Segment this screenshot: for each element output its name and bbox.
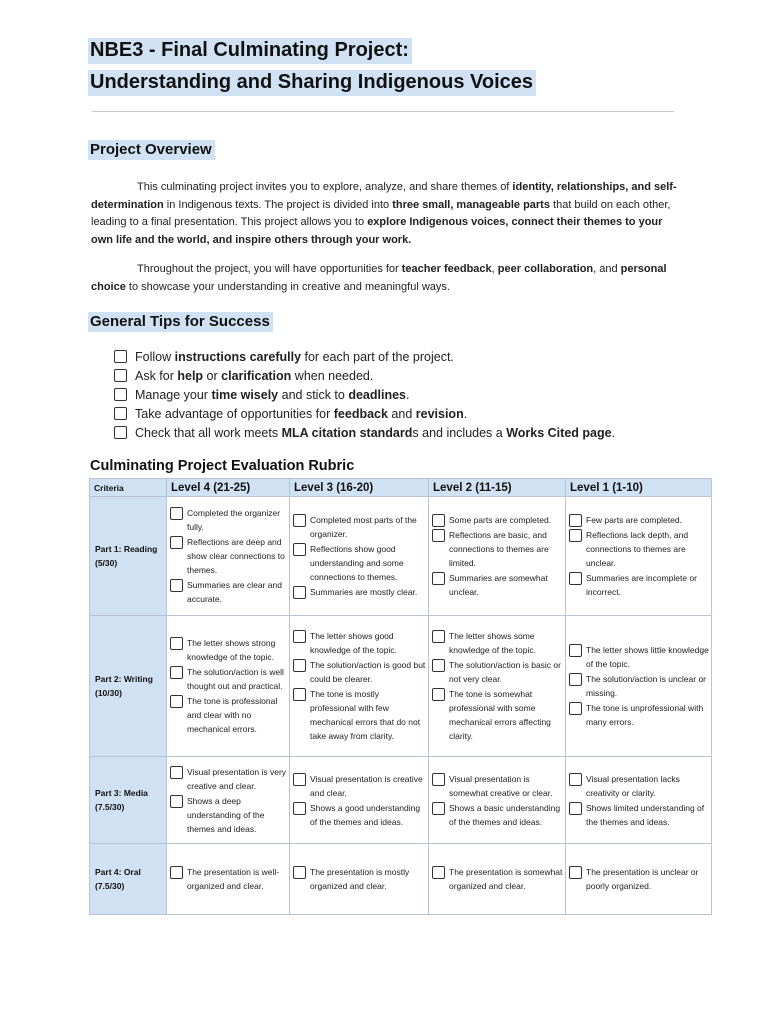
bold-text: MLA citation standard [281, 426, 413, 440]
tip-item [114, 405, 615, 424]
text: . [406, 388, 410, 402]
rubric-check-item [432, 865, 563, 893]
checkbox[interactable] [432, 529, 445, 542]
text: Follow [135, 350, 175, 364]
rubric-cell [566, 616, 712, 757]
rubric-check-item [569, 528, 709, 570]
text: when needed. [291, 369, 374, 383]
rubric-item-text: Few parts are completed. [586, 515, 682, 525]
checkbox[interactable] [293, 543, 306, 556]
rubric-item-text: Summaries are mostly clear. [310, 587, 418, 597]
checkbox[interactable] [293, 802, 306, 815]
bold-text: time wisely [211, 388, 279, 402]
rubric-cell [566, 844, 712, 915]
checkbox[interactable] [170, 637, 183, 650]
criteria-label: (7.5/30) [95, 802, 125, 812]
page-title-line-2: Understanding and Sharing Indigenous Voices [88, 70, 536, 96]
rubric-cell [290, 616, 429, 757]
rubric-check-item [293, 658, 426, 686]
tip-item [114, 424, 615, 443]
bold-text: Works Cited page [506, 426, 612, 440]
rubric-item-text: Completed most parts of the organizer. [310, 515, 417, 539]
checkbox[interactable] [432, 688, 445, 701]
rubric-item-text: The tone is mostly professional with few mechanical errors that do not take away from clarity. [310, 689, 421, 741]
rubric-row [90, 616, 712, 757]
checkbox[interactable] [170, 766, 183, 779]
checkbox[interactable] [114, 350, 127, 363]
rubric-check-item [293, 629, 426, 657]
bold-text: three small, manageable parts [392, 198, 550, 211]
bold-text: explore Indigenous voices, connect their themes to your own life and the world, and inspire others through your work. [91, 216, 663, 246]
page-title-line-1: NBE3 - Final Culminating Project: [88, 38, 412, 64]
rubric-title: Culminating Project Evaluation Rubric [90, 458, 355, 474]
text: Ask for [135, 369, 178, 383]
text: . [463, 407, 468, 421]
rubric-check-item [569, 701, 709, 729]
rubric-item-text: Summaries are clear and accurate. [187, 580, 282, 604]
checkbox[interactable] [569, 529, 582, 542]
criteria-cell [90, 497, 167, 616]
rubric-check-item [170, 665, 287, 693]
rubric-item-text: The presentation is well-organized and clear. [187, 867, 280, 891]
rubric-check-item [170, 865, 287, 893]
checkbox[interactable] [114, 369, 127, 382]
rubric-item-text: Reflections are deep and show clear connections to themes. [187, 537, 285, 575]
rubric-item-text: Summaries are somewhat unclear. [449, 573, 548, 597]
rubric-item-text: Completed the organizer fully. [187, 508, 281, 532]
bold-text: clarification [221, 369, 292, 383]
text: . [611, 426, 616, 440]
rubric-check-item [432, 658, 563, 686]
rubric-item-text: Visual presentation is very creative and clear. [187, 766, 287, 791]
rubric-check-item [293, 865, 426, 893]
rubric-check-item [170, 578, 287, 606]
checkbox[interactable] [569, 673, 582, 686]
text: or [203, 369, 222, 383]
text: , [491, 263, 498, 275]
text: Manage your [135, 388, 212, 402]
rubric-check-item [170, 506, 287, 534]
rubric-check-item [569, 571, 709, 599]
rubric-cell [429, 844, 566, 915]
rubric-check-item [432, 528, 563, 570]
rubric-cell [429, 497, 566, 616]
text: This culminating project invites you to explore, analyze, and share themes of [137, 181, 513, 193]
rubric-row [90, 757, 712, 844]
text: Check that all work meets [135, 426, 282, 440]
checkbox[interactable] [432, 773, 445, 786]
rubric-check-item [170, 694, 287, 736]
rubric-item-text: The solution/action is basic or not very clear. [449, 660, 561, 684]
bold-text: revision [415, 407, 464, 421]
criteria-label: Part 1: Reading [95, 544, 158, 554]
rubric-check-item [432, 629, 563, 657]
rubric-check-item [569, 513, 709, 527]
rubric-cell [167, 757, 290, 844]
rubric-item-text: The presentation is somewhat organized and clear. [449, 867, 563, 891]
checkbox[interactable] [170, 695, 183, 708]
criteria-label: Part 3: Media [95, 788, 148, 798]
text: and [387, 407, 416, 421]
rubric-item-text: Reflections lack depth, and connections to themes are unclear. [586, 530, 689, 568]
rubric-item-text: Shows a basic understanding of the themes and ideas. [449, 802, 561, 827]
checkbox[interactable] [170, 866, 183, 879]
rubric-cell [290, 844, 429, 915]
bold-text: deadlines [348, 388, 406, 402]
checkbox[interactable] [569, 644, 582, 657]
checkbox[interactable] [170, 666, 183, 679]
rubric-header-row [90, 479, 712, 497]
rubric-item-text: The presentation is unclear or poorly organized. [586, 867, 699, 891]
text: that build on each other, leading to a final presentation. This project allows you to [91, 198, 671, 228]
rubric-item-text: Shows a deep understanding of the themes and ideas. [187, 795, 265, 834]
criteria-label: Part 2: Writing [95, 674, 153, 684]
checkbox[interactable] [432, 659, 445, 672]
rubric-check-item [293, 585, 426, 599]
header-level-3: Level 3 (16-20) [290, 479, 429, 497]
bold-text: help [177, 369, 204, 383]
rubric-item-text: Visual presentation is creative and clear. [310, 773, 423, 798]
rubric-check-item [170, 535, 287, 577]
tips-heading: General Tips for Success [88, 312, 273, 332]
rubric-item-text: Visual presentation is somewhat creative or clear. [449, 773, 553, 798]
rubric-cell [290, 497, 429, 616]
header-level-1: Level 1 (1-10) [566, 479, 712, 497]
bold-text: teacher feedback [401, 263, 492, 275]
rubric-item-text: Visual presentation lacks creativity or clarity. [586, 773, 680, 798]
checkbox[interactable] [569, 702, 582, 715]
text: to showcase your understanding in creative and meaningful ways. [125, 280, 450, 293]
checkbox[interactable] [569, 572, 582, 585]
bold-text: feedback [333, 407, 388, 421]
checkbox[interactable] [293, 514, 306, 527]
criteria-cell [90, 616, 167, 757]
text: for each part of the project. [301, 350, 454, 364]
rubric-cell [167, 616, 290, 757]
rubric-item-text: The letter shows little knowledge of the topic. [586, 645, 709, 669]
checkbox[interactable] [170, 507, 183, 520]
rubric-item-text: The letter shows strong knowledge of the topic. [187, 638, 276, 662]
rubric-item-text: The letter shows some knowledge of the topic. [449, 631, 536, 655]
header-criteria: Criteria [90, 479, 167, 497]
checkbox[interactable] [293, 630, 306, 643]
checkbox[interactable] [569, 866, 582, 879]
overview-paragraph-2 [91, 261, 681, 296]
rubric-check-item [170, 636, 287, 664]
checkbox[interactable] [170, 536, 183, 549]
checkbox[interactable] [293, 586, 306, 599]
bold-text: identity, relationships, and self-determination [91, 181, 677, 211]
rubric-cell [566, 497, 712, 616]
rubric-check-item [170, 794, 287, 836]
rubric-check-item [432, 687, 563, 743]
checkbox[interactable] [170, 795, 183, 808]
rubric-item-text: Shows a good understanding of the themes and ideas. [310, 802, 421, 827]
checkbox[interactable] [170, 579, 183, 592]
rubric-check-item [170, 765, 287, 793]
rubric-row [90, 844, 712, 915]
checkbox[interactable] [293, 688, 306, 701]
text: , and [593, 263, 621, 275]
checkbox[interactable] [114, 388, 127, 401]
rubric-item-text: The solution/action is unclear or missing. [586, 674, 707, 698]
rubric-check-item [569, 801, 709, 829]
text: Take advantage of opportunities for [135, 407, 334, 421]
tips-checklist [114, 348, 615, 443]
criteria-label: (7.5/30) [95, 881, 125, 891]
overview-paragraph-1 [91, 179, 681, 249]
rubric-check-item [293, 801, 426, 829]
rubric-check-item [569, 672, 709, 700]
rubric-check-item [432, 772, 563, 800]
rubric-cell [429, 616, 566, 757]
rubric-item-text: Reflections show good understanding and some connections to themes. [310, 544, 404, 582]
rubric-cell [429, 757, 566, 844]
checkbox[interactable] [432, 514, 445, 527]
header-level-4: Level 4 (21-25) [167, 479, 290, 497]
rubric-check-item [293, 542, 426, 584]
rubric-check-item [432, 513, 563, 527]
rubric-item-text: The presentation is mostly organized and clear. [310, 867, 410, 891]
header-level-2: Level 2 (11-15) [429, 479, 566, 497]
checkbox[interactable] [114, 426, 127, 439]
bold-text: peer collaboration [497, 263, 594, 275]
rubric-item-text: The solution/action is well thought out and practical. [187, 667, 284, 691]
rubric-item-text: Summaries are incomplete or incorrect. [586, 573, 698, 597]
rubric-item-text: The tone is somewhat professional with some mechanical errors affecting clarity. [449, 689, 551, 741]
horizontal-divider [92, 111, 674, 112]
checkbox[interactable] [569, 773, 582, 786]
criteria-label: (10/30) [95, 688, 122, 698]
text: s and includes a [412, 426, 507, 440]
criteria-label: (5/30) [95, 558, 118, 568]
rubric-check-item [432, 571, 563, 599]
bold-text: personal choice [91, 263, 667, 293]
criteria-label: Part 4: Oral [95, 867, 141, 877]
rubric-table [89, 478, 712, 915]
rubric-cell [566, 757, 712, 844]
rubric-check-item [569, 865, 709, 893]
checkbox[interactable] [569, 514, 582, 527]
rubric-row [90, 497, 712, 616]
rubric-check-item [293, 513, 426, 541]
checkbox[interactable] [293, 659, 306, 672]
bold-text: instructions carefully [174, 350, 302, 364]
rubric-check-item [569, 772, 709, 800]
checkbox[interactable] [432, 630, 445, 643]
checkbox[interactable] [432, 572, 445, 585]
rubric-cell [167, 844, 290, 915]
rubric-item-text: Some parts are completed. [449, 515, 552, 525]
checkbox[interactable] [432, 866, 445, 879]
checkbox[interactable] [569, 802, 582, 815]
rubric-item-text: The solution/action is good but could be clearer. [310, 660, 426, 684]
rubric-check-item [569, 643, 709, 671]
rubric-item-text: Shows limited understanding of the themes and ideas. [586, 802, 705, 827]
rubric-check-item [293, 687, 426, 743]
tip-item [114, 386, 615, 405]
tip-item [114, 367, 615, 386]
rubric-item-text: Reflections are basic, and connections to themes are limited. [449, 530, 549, 568]
checkbox[interactable] [432, 802, 445, 815]
tip-item [114, 348, 615, 367]
text: in Indigenous texts. The project is divided into [163, 198, 393, 211]
criteria-cell [90, 844, 167, 915]
criteria-cell [90, 757, 167, 844]
rubric-cell [290, 757, 429, 844]
rubric-item-text: The tone is unprofessional with many errors. [586, 703, 704, 727]
checkbox[interactable] [293, 773, 306, 786]
checkbox[interactable] [293, 866, 306, 879]
text: Throughout the project, you will have opportunities for [137, 263, 402, 275]
overview-heading: Project Overview [88, 140, 215, 160]
text: and stick to [278, 388, 349, 402]
rubric-item-text: The letter shows good knowledge of the topic. [310, 631, 397, 655]
rubric-check-item [293, 772, 426, 800]
rubric-cell [167, 497, 290, 616]
rubric-check-item [432, 801, 563, 829]
rubric-item-text: The tone is professional and clear with no mechanical errors. [187, 696, 278, 734]
checkbox[interactable] [114, 407, 127, 420]
